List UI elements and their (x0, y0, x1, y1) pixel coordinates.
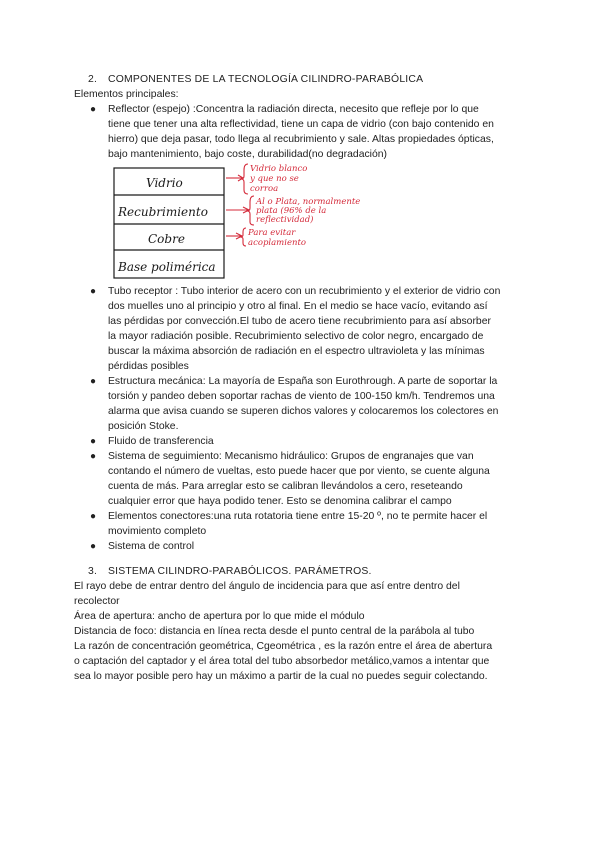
bullet-line: las pérdidas por convección.El tubo de acero tiene recubrimiento para así absorber (108, 316, 491, 327)
brace-recubrimiento (247, 196, 254, 225)
note-recubrimiento-3: reflectividad) (256, 215, 314, 225)
brace-vidrio (241, 164, 248, 194)
bullet-line: pérdidas posibles (108, 361, 189, 372)
layer-label-cobre: Cobre (148, 232, 185, 246)
bullet-line: hierro) que deja pasar, todo llega al recubrimiento y sale. Altas propiedades ópticas, (108, 134, 494, 145)
layer-label-recubrimiento: Recubrimiento (118, 205, 208, 219)
bullet-line: buscar la máxima absorción de radiación en el espectro ultravioleta y las mínimas (108, 346, 485, 357)
bullet-line: la mayor radiación posible. Recubrimiento selectivo de color negro, encargado de (108, 331, 484, 342)
section-3-title: SISTEMA CILINDRO-PARABÓLICOS. PARÁMETROS. (108, 566, 372, 577)
note-cobre-1: Para evitar (248, 228, 296, 238)
bullet-dot: ● (90, 451, 97, 462)
paragraph-line: recolector (74, 596, 120, 607)
bullet-dot: ● (90, 286, 97, 297)
bullet-line: dos muelles uno al principio y otro al final. En el medio se hace vacío, evitando así (108, 301, 488, 312)
bullet-line: Reflector (espejo) :Concentra la radiación directa, necesito que refleje por lo que (108, 104, 479, 115)
layer-diagram (108, 160, 438, 280)
paragraph-line: Distancia de foco: distancia en línea recta desde el punto central de la parábola al tubo (74, 626, 475, 637)
section-3-body (74, 579, 492, 684)
bullet-line: movimiento completo (108, 526, 207, 537)
bullet-line: torsión y pandeo deben soportar rachas de viento de 100-150 km/h. Tendremos una (108, 391, 495, 402)
bullet-line: bajo mantenimiento, bajo coste, durabilidad(no degradación) (108, 149, 387, 160)
note-cobre-2: acoplamiento (248, 238, 306, 248)
section-2-number: 2. (88, 74, 98, 85)
bullet-line: Sistema de seguimiento: Mecanismo hidráulico: Grupos de engranajes que van (108, 451, 474, 462)
bullet-dot: ● (90, 376, 97, 387)
bullet-line: contando el número de vueltas, esto puede hacer que por viento, se cuente alguna (108, 466, 490, 477)
bullet-seguimiento (108, 449, 490, 509)
bullet-estructura (108, 374, 498, 434)
section-3-number: 3. (88, 566, 98, 577)
bullet-dot: ● (90, 541, 97, 552)
bullet-line: Elementos conectores:una ruta rotatoria tiene entre 15-20 º, no te permite hacer el (108, 511, 488, 522)
layer-label-vidrio: Vidrio (146, 176, 183, 190)
bullet-line: Sistema de control (108, 541, 195, 552)
bullet-dot: ● (90, 511, 97, 522)
bullet-line: Estructura mecánica: La mayoría de España son Eurothrough. A parte de soportar la (108, 376, 498, 387)
bullet-line: alarma que avisa cuando se superen dichos valores y colocaremos los colectores en (108, 406, 499, 417)
bullet-reflector (108, 102, 494, 162)
bullet-line: Tubo receptor : Tubo interior de acero con un recubrimiento y el exterior de vidrio con (108, 286, 501, 297)
paragraph-line: sea lo mayor posible pero hay un máximo a partir de la cual no puedes seguir colectando. (74, 671, 488, 682)
note-vidrio-3: corroa (250, 184, 279, 194)
bullet-line: posición Stoke. (108, 421, 179, 432)
section-2-title: COMPONENTES DE LA TECNOLOGÍA CILINDRO-PARABÓLICA (108, 74, 424, 85)
bullet-conectores (108, 509, 487, 539)
bullet-line: cuenta de más. Para arreglar esto se calibran llevándolos a cero, reseteando (108, 481, 463, 492)
bullet-fluido (108, 434, 214, 449)
bullet-line: tiene que tener una alta reflectividad, tiene un capa de vidrio (con bajo contenido en (108, 119, 494, 130)
note-recubrimiento-2: plata (96% de la (256, 206, 327, 216)
note-vidrio-2: y que no se (250, 174, 299, 184)
brace-cobre (240, 228, 246, 246)
paragraph-line: La razón de concentración geométrica, Cgeométrica , es la razón entre el área de abertura (74, 641, 493, 652)
note-vidrio-1: Vidrio blanco (250, 164, 308, 174)
bullet-control (108, 539, 194, 554)
paragraph-line: o captación del captador y el área total del tubo absorbedor metálico,vamos a intentar que (74, 656, 490, 667)
bullet-line: Fluido de transferencia (108, 436, 214, 447)
bullet-dot: ● (90, 436, 97, 447)
bullet-dot: ● (90, 104, 97, 115)
section-2-subtitle: Elementos principales: (74, 89, 179, 100)
paragraph-line: Área de apertura: ancho de apertura por lo que mide el módulo (74, 611, 365, 622)
bullet-line: cualquier error que haya podido tener. Esto se denomina calibrar el campo (108, 496, 452, 507)
paragraph-line: El rayo debe de entrar dentro del ángulo de incidencia para que así entre dentro del (74, 581, 460, 592)
bullet-tubo-receptor (108, 284, 500, 374)
layer-label-base: Base polimérica (118, 260, 216, 274)
note-recubrimiento-1: Al o Plata, normalmente (256, 197, 361, 207)
